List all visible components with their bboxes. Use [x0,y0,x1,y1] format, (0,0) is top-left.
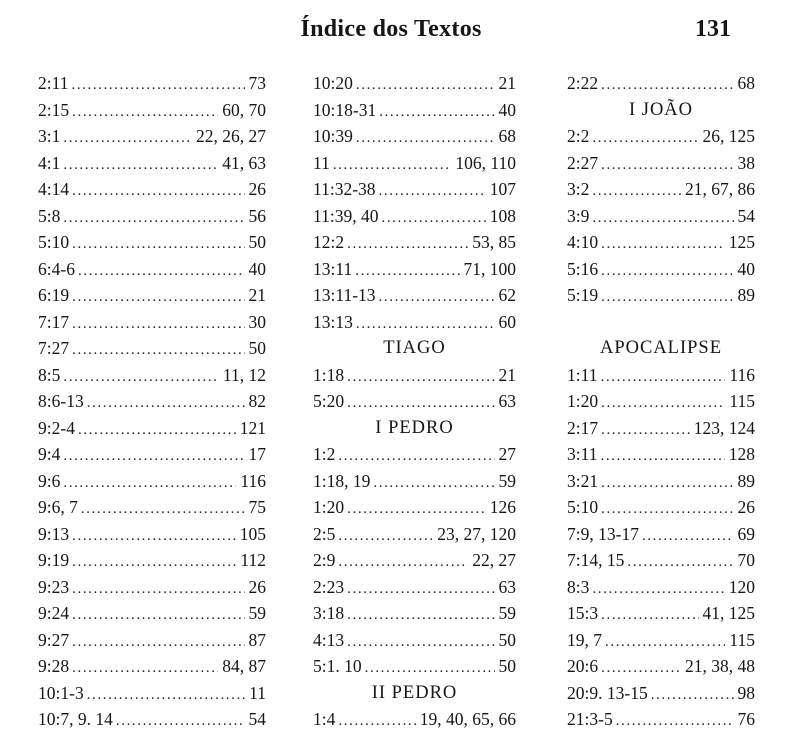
verse-reference: 9:24 [38,603,70,623]
page-numbers: 73 [248,73,266,93]
page-numbers: 115 [729,629,755,650]
page-numbers: 59 [498,470,516,491]
dot-leader [347,494,486,523]
page-numbers: 112 [240,550,266,570]
dot-leader [72,547,236,576]
verse-reference: 5:20 [313,391,345,411]
dot-leader [592,123,698,152]
index-entry-row [38,680,266,707]
verse-reference: 13:11 [313,258,353,279]
index-entry-row [313,176,516,203]
index-columns [38,70,755,733]
verse-reference: 3:18 [313,603,345,623]
verse-reference: 9:2-4 [38,417,75,438]
index-entry-row [313,600,516,627]
verse-reference: 9:23 [38,576,70,597]
verse-reference: 6:19 [38,285,70,305]
index-entry-row [313,123,516,150]
page-numbers: 116 [240,470,266,491]
dot-leader [592,203,733,232]
verse-reference: 9:27 [38,629,70,650]
page-numbers: 125 [728,232,755,252]
verse-reference: 3:2 [567,179,590,199]
index-entry-row [567,680,755,707]
page-numbers: 22, 26, 27 [196,126,266,146]
dot-leader [379,176,486,205]
verse-reference: 2:27 [567,152,599,173]
page-numbers: 89 [737,285,755,305]
index-entry-row [38,441,266,468]
verse-reference: 1:18, 19 [313,470,371,491]
index-entry-row [313,627,516,654]
verse-reference: 7:9, 13-17 [567,523,639,544]
index-entry-row [38,494,266,521]
book-heading: I JOÃO [628,99,694,120]
dot-leader [63,441,244,470]
index-entry-row [567,494,755,521]
index-column-2 [313,70,516,733]
verse-reference: 4:1 [38,152,61,173]
page-numbers: 107 [489,179,516,199]
index-entry-row [313,70,516,97]
index-entry-row [567,176,755,203]
page-numbers: 63 [498,576,516,597]
verse-reference: 1:11 [567,364,598,385]
page-numbers: 82 [248,391,266,411]
dot-leader [63,123,192,152]
page-numbers: 75 [248,497,266,517]
index-entry-row [38,309,266,336]
dot-leader [601,256,733,285]
page-numbers: 121 [239,417,266,438]
index-entry-row [38,653,266,680]
dot-leader [338,547,468,576]
page-number: 131 [695,16,731,42]
index-entry-row [567,203,755,230]
dot-leader [601,468,733,497]
index-entry-row [567,627,755,654]
dot-leader [72,521,236,550]
verse-reference: 2:5 [313,523,336,544]
verse-reference: 7:27 [38,338,70,358]
page-numbers: 11, 12 [222,364,266,385]
verse-reference: 1:4 [313,709,336,729]
dot-leader [355,256,459,285]
book-heading: I PEDRO [375,417,454,438]
verse-reference: 2:2 [567,126,590,146]
page-numbers: 27 [498,444,516,464]
page-numbers: 108 [489,205,516,226]
index-entry-row [313,229,516,256]
verse-reference: 20:9. 13-15 [567,682,648,703]
verse-reference: 15:3 [567,603,599,623]
page-numbers: 40 [737,258,755,279]
verse-reference: 5:10 [567,497,599,517]
dot-leader [338,521,433,550]
index-entry-row [567,70,755,97]
verse-reference: 3:11 [567,444,598,464]
dot-leader [63,362,219,391]
page-numbers: 21 [248,285,266,305]
index-entry-row [313,653,516,680]
index-entry-row [313,150,516,177]
page-numbers: 84, 87 [222,656,266,676]
index-entry-row [313,256,516,283]
page-numbers: 120 [728,576,755,597]
page-numbers: 21, 38, 48 [685,656,755,676]
verse-reference: 2:11 [38,73,69,93]
verse-reference: 2:23 [313,576,345,597]
index-entry-row [38,388,266,415]
verse-reference: 12:2 [313,232,345,252]
dot-leader [601,653,681,682]
page-numbers: 60, 70 [222,99,266,120]
page-numbers: 40 [498,99,516,120]
page-numbers: 30 [248,311,266,332]
page-numbers: 70 [737,550,755,570]
dot-leader [116,706,245,735]
verse-reference: 10:20 [313,73,353,93]
index-entry-row [38,70,266,97]
verse-reference: 10:18-31 [313,99,377,120]
dot-leader [601,70,733,99]
verse-reference: 13:11-13 [313,285,376,305]
index-entry-row [313,706,516,733]
index-entry-row [567,521,755,548]
verse-reference: 5:1. 10 [313,656,362,676]
page-numbers: 40 [248,258,266,279]
index-entry-row [313,362,516,389]
index-entry-row [313,388,516,415]
dot-leader [347,229,468,258]
index-entry-row [567,653,755,680]
page-numbers: 76 [737,709,755,729]
verse-reference: 11 [313,152,330,173]
index-entry-row [567,362,755,389]
page-numbers: 50 [248,338,266,358]
dot-leader [63,150,218,179]
dot-leader [347,627,494,656]
index-entry-row [567,282,755,309]
page-numbers: 26 [737,497,755,517]
verse-reference: 19, 7 [567,629,602,650]
index-entry-row [38,627,266,654]
dot-leader [601,150,733,179]
verse-reference: 9:4 [38,444,61,464]
page-numbers: 59 [248,603,266,623]
book-heading: TIAGO [383,338,446,358]
index-column-3 [567,70,755,733]
verse-reference: 7:17 [38,311,70,332]
page-title: Índice dos Textos [300,16,482,42]
page-numbers: 89 [737,470,755,491]
page-numbers: 116 [729,364,755,385]
page-numbers: 105 [239,523,266,544]
verse-reference: 8:3 [567,576,590,597]
page-numbers: 87 [248,629,266,650]
verse-reference: 2:9 [313,550,336,570]
verse-reference: 8:6-13 [38,391,84,411]
verse-reference: 10:7, 9. 14 [38,709,113,729]
verse-reference: 1:2 [313,444,336,464]
page-numbers: 19, 40, 65, 66 [419,709,516,729]
index-entry-row [313,203,516,230]
verse-reference: 3:9 [567,205,590,226]
page-numbers: 26, 125 [702,126,755,146]
index-entry-row [313,468,516,495]
dot-leader [601,600,698,629]
dot-leader [605,627,725,656]
dot-leader [651,680,734,709]
verse-reference: 5:10 [38,232,70,252]
verse-reference: 2:15 [38,99,70,120]
page-numbers: 68 [498,126,516,146]
verse-reference: 4:13 [313,629,345,650]
index-entry-row [567,150,755,177]
dot-leader [600,441,724,470]
dot-leader [601,282,733,311]
dot-leader [592,574,724,603]
index-entry-row [38,150,266,177]
index-entry-row [38,574,266,601]
page-numbers: 126 [489,497,516,517]
dot-leader [365,653,495,682]
index-entry-row [567,388,755,415]
verse-reference: 11:32-38 [313,179,376,199]
dot-leader [601,229,725,258]
index-entry-row [567,706,755,733]
dot-leader [627,547,733,576]
page-numbers: 21 [498,364,516,385]
page-numbers: 123, 124 [693,417,755,438]
dot-leader [356,123,495,152]
page-numbers: 54 [737,205,755,226]
index-column-1 [38,70,266,733]
index-entry-row [38,97,266,124]
page-numbers: 50 [248,232,266,252]
verse-reference: 5:19 [567,285,599,305]
page-numbers: 98 [737,682,755,703]
page-numbers: 56 [248,205,266,226]
verse-reference: 10:39 [313,126,353,146]
dot-leader [338,441,494,470]
index-entry-row [567,229,755,256]
page-numbers: 50 [498,656,516,676]
dot-leader [601,388,725,417]
page-numbers: 41, 63 [222,152,266,173]
dot-leader [71,70,244,99]
dot-leader [81,494,245,523]
dot-leader [356,70,495,99]
dot-leader [72,309,244,338]
verse-reference: 2:17 [567,417,599,438]
page-numbers: 38 [737,152,755,173]
index-entry-row [313,494,516,521]
verse-reference: 1:18 [313,364,345,385]
dot-leader [347,388,494,417]
verse-reference: 3:21 [567,470,599,491]
dot-leader [72,574,244,603]
page-numbers: 53, 85 [472,232,516,252]
verse-reference: 7:14, 15 [567,550,625,570]
page-numbers: 60 [498,311,516,332]
index-entry-row [567,600,755,627]
dot-leader [347,574,494,603]
verse-reference: 1:20 [313,497,345,517]
verse-reference: 20:6 [567,656,599,676]
dot-leader [373,468,494,497]
page-numbers: 59 [498,603,516,623]
index-entry-row [313,441,516,468]
index-entry-row [38,600,266,627]
index-entry-row [38,256,266,283]
dot-leader [72,335,244,364]
verse-reference: 1:20 [567,391,599,411]
index-entry-row [313,574,516,601]
index-entry-row [38,706,266,733]
page-numbers: 26 [248,179,266,199]
verse-reference: 21:3-5 [567,709,613,729]
book-heading: II PEDRO [371,682,458,703]
book-heading: APOCALIPSE [599,338,723,358]
page-numbers: 23, 27, 120 [437,523,516,544]
index-entry-row [38,415,266,442]
verse-reference: 13:13 [313,311,353,332]
verse-reference: 6:4-6 [38,258,75,279]
dot-leader [63,203,244,232]
verse-reference: 9:6 [38,470,61,491]
page-numbers: 11 [249,682,266,703]
dot-leader [78,415,236,444]
index-entry-row [38,282,266,309]
page-numbers: 22, 27 [472,550,516,570]
dot-leader [63,468,236,497]
verse-reference: 2:22 [567,73,599,93]
page-numbers: 128 [728,444,755,464]
page-numbers: 41, 125 [702,603,755,623]
index-entry-row [313,97,516,124]
verse-reference: 9:19 [38,550,70,570]
page-numbers: 26 [248,576,266,597]
dot-leader [592,176,681,205]
page-numbers: 106, 110 [455,152,516,173]
dot-leader [601,415,690,444]
verse-reference: 10:1-3 [38,682,84,703]
page-numbers: 50 [498,629,516,650]
dot-leader [333,150,452,179]
index-entry-row [567,256,755,283]
verse-reference: 5:16 [567,258,599,279]
verse-reference: 11:39, 40 [313,205,379,226]
index-entry-row [567,468,755,495]
verse-reference: 8:5 [38,364,61,385]
dot-leader [72,653,218,682]
blank-line [567,309,755,336]
index-entry-row [567,547,755,574]
index-entry-row [38,521,266,548]
index-entry-row [567,441,755,468]
dot-leader [87,680,245,709]
index-entry-row [38,362,266,389]
dot-leader [601,494,733,523]
dot-leader [72,97,218,126]
verse-reference: 9:6, 7 [38,497,78,517]
verse-reference: 9:13 [38,523,70,544]
dot-leader [72,229,244,258]
page-numbers: 21, 67, 86 [685,179,755,199]
index-entry-row [38,547,266,574]
dot-leader [87,388,245,417]
index-entry-row [38,468,266,495]
index-entry-row [38,229,266,256]
dot-leader [379,282,495,311]
dot-leader [642,521,734,550]
dot-leader [616,706,734,735]
dot-leader [72,282,244,311]
index-entry-row [38,176,266,203]
verse-reference: 4:14 [38,179,70,199]
dot-leader [600,362,725,391]
index-entry-row [567,123,755,150]
index-entry-row [38,203,266,230]
page-numbers: 68 [737,73,755,93]
index-entry-row [313,521,516,548]
dot-leader [78,256,245,285]
dot-leader [356,309,495,338]
index-entry-row [567,574,755,601]
index-entry-row [313,309,516,336]
page-numbers: 21 [498,73,516,93]
dot-leader [381,203,485,232]
index-entry-row [38,123,266,150]
verse-reference: 3:1 [38,126,61,146]
dot-leader [72,176,244,205]
page-numbers: 17 [248,444,266,464]
page-numbers: 54 [248,709,266,729]
dot-leader [347,362,494,391]
verse-reference: 4:10 [567,232,599,252]
verse-reference: 5:8 [38,205,61,226]
page-numbers: 63 [498,391,516,411]
verse-reference: 9:28 [38,656,70,676]
page-numbers: 115 [729,391,755,411]
dot-leader [379,97,494,126]
index-entry-row [567,415,755,442]
dot-leader [72,627,244,656]
dot-leader [72,600,244,629]
page-numbers: 71, 100 [463,258,516,279]
dot-leader [338,706,415,735]
index-entry-row [313,282,516,309]
dot-leader [347,600,494,629]
page-numbers: 69 [737,523,755,544]
page-numbers: 62 [498,285,516,305]
index-entry-row [313,547,516,574]
index-entry-row [38,335,266,362]
page-header [38,12,755,56]
